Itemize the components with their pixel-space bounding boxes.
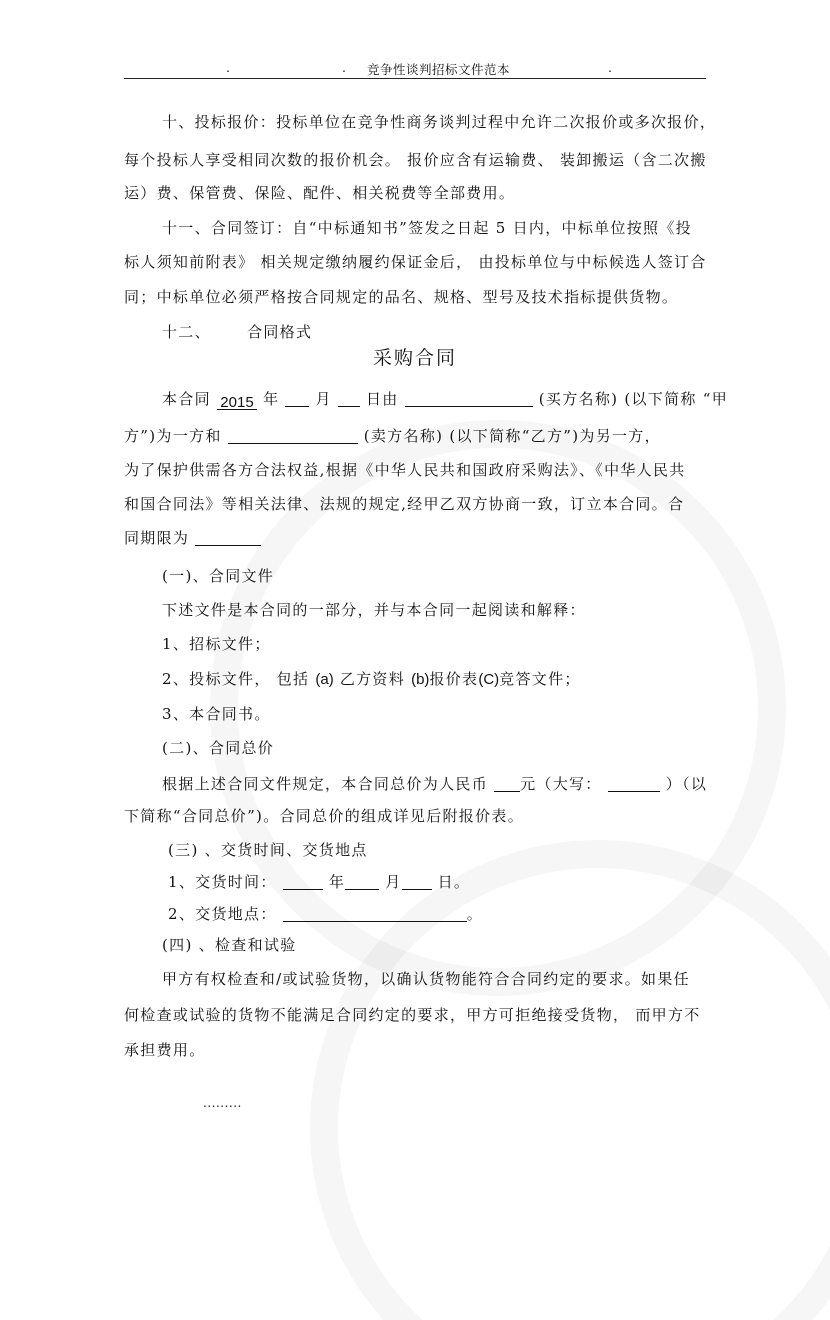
delivery-time-line xyxy=(168,872,470,892)
text-fragment: 2、投标文件， 包括 xyxy=(162,670,310,688)
contract-section-3-heading: (三) 、交货时间、交货地点 xyxy=(168,841,368,859)
contract-section-4-para-line-1: 甲方有权检查和/或试验货物，以确认货物能符合合同约定的要求。如果任 xyxy=(162,970,690,988)
text-fragment: 日。 xyxy=(437,873,471,891)
contract-section-2-heading: (二)、合同总价 xyxy=(162,739,275,757)
text-fragment: 竞答文件； xyxy=(499,670,581,688)
watermark xyxy=(150,420,830,1320)
text-fragment: 方”)为一方和 xyxy=(124,427,222,445)
text-fragment: 2、交货地点： xyxy=(168,905,277,923)
section-10-line-1: 十、投标报价：投标单位在竞争性商务谈判过程中允许二次报价或多次报价， xyxy=(162,113,717,131)
section-12-heading xyxy=(162,322,312,342)
text-fragment: 同期限为 xyxy=(124,529,190,547)
section-11-line-3: 同；中标单位必须严格按合同规定的品名、规格、型号及技术指标提供货物。 xyxy=(124,288,679,306)
text-fragment: (C) xyxy=(478,671,500,688)
delivery-place-blank xyxy=(283,905,467,922)
section-11-line-2: 标人须知前附表》 相关规定缴纳履约保证金后， 由投标单位与中标候选人签订合 xyxy=(124,253,707,271)
footer-dots: ......... xyxy=(203,1096,242,1110)
contract-section-4-para-line-2: 何检查或试验的货物不能满足合同约定的要求，甲方可拒绝接受货物， 而甲方不 xyxy=(124,1006,701,1024)
contract-para-1-line-2 xyxy=(124,426,661,446)
contract-section-2-para-line-2: 下简称“合同总价”)。合同总价的组成详见后附报价表。 xyxy=(124,807,524,825)
text-fragment: 月 xyxy=(315,390,332,408)
delivery-month-blank xyxy=(345,873,379,890)
contract-para-1-line-5 xyxy=(124,528,261,548)
text-fragment: (a) xyxy=(315,671,334,688)
section-12-number: 十二、 xyxy=(162,323,211,341)
text-fragment: 元（大写： xyxy=(520,775,602,793)
amount-words-blank xyxy=(608,775,660,792)
amount-blank xyxy=(494,775,520,792)
contract-title: 采购合同 xyxy=(372,347,457,369)
contract-para-1-line-1 xyxy=(162,389,728,410)
contract-item-3: 3、本合同书。 xyxy=(162,705,271,723)
header-dot: . xyxy=(226,60,230,75)
text-fragment: 1、交货时间： xyxy=(168,873,277,891)
text-fragment: 年 xyxy=(328,873,346,891)
contract-section-4-para-line-3: 承担费用。 xyxy=(124,1041,206,1059)
delivery-year-blank xyxy=(283,873,323,890)
text-fragment: 本合同 xyxy=(162,390,211,408)
contract-item-1: 1、招标文件； xyxy=(162,635,271,653)
contract-para-1-line-3: 为了保护供需各方合法权益,根据《中华人民共和国政府采购法》、《中华人民共 xyxy=(124,461,686,479)
term-blank xyxy=(195,529,261,546)
text-fragment: 月 xyxy=(385,873,402,891)
section-10-line-2: 每个投标人享受相同次数的报价机会。 报价应含有运输费、 装卸搬运（含二次搬 xyxy=(124,151,707,169)
section-11-line-1: 十一、合同签订：自“中标通知书”签发之日起 5 日内，中标单位按照《投 xyxy=(162,219,692,237)
header-dot: . xyxy=(608,60,612,75)
text-fragment: 日由 xyxy=(366,390,399,408)
contract-section-4-heading: (四) 、检查和试验 xyxy=(162,936,297,954)
header-dot: . xyxy=(342,60,346,75)
delivery-day-blank xyxy=(402,873,432,890)
contract-section-2-para-line-1 xyxy=(162,774,707,794)
text-fragment: (b) xyxy=(411,671,430,688)
contract-item-2 xyxy=(162,669,581,690)
text-fragment: 乙方资料 xyxy=(339,670,406,688)
text-fragment: 。 xyxy=(466,905,484,923)
text-fragment: 年 xyxy=(263,390,280,408)
section-12-text: 合同格式 xyxy=(247,323,313,341)
text-fragment: 根据上述合同文件规定，本合同总价为人民币 xyxy=(162,775,489,793)
header-title: 竞争性谈判招标文件范本 xyxy=(367,62,511,77)
text-fragment: (买方名称) (以下简称 “甲 xyxy=(538,390,729,408)
contract-para-1-line-4: 和国合同法》等相关法律、法规的规定,经甲乙双方协商一致，订立本合同。合 xyxy=(124,495,685,513)
text-fragment: 报价表 xyxy=(429,670,479,688)
year-value: 2015 xyxy=(217,393,257,410)
section-10-line-3: 运）费、保管费、保险、配件、相关税费等全部费用。 xyxy=(124,184,516,202)
day-blank xyxy=(338,390,360,407)
page-header xyxy=(124,58,706,79)
buyer-name-blank xyxy=(405,390,533,407)
contract-section-1-para: 下述文件是本合同的一部分，并与本合同一起阅读和解释： xyxy=(162,601,586,619)
text-fragment: (卖方名称) (以下简称“乙方”)为另一方， xyxy=(363,427,661,445)
delivery-place-line xyxy=(168,904,483,924)
seller-name-blank xyxy=(228,427,358,444)
month-blank xyxy=(285,390,309,407)
contract-section-1-heading: (一)、合同文件 xyxy=(162,567,275,585)
text-fragment: ）（以 xyxy=(665,775,708,793)
